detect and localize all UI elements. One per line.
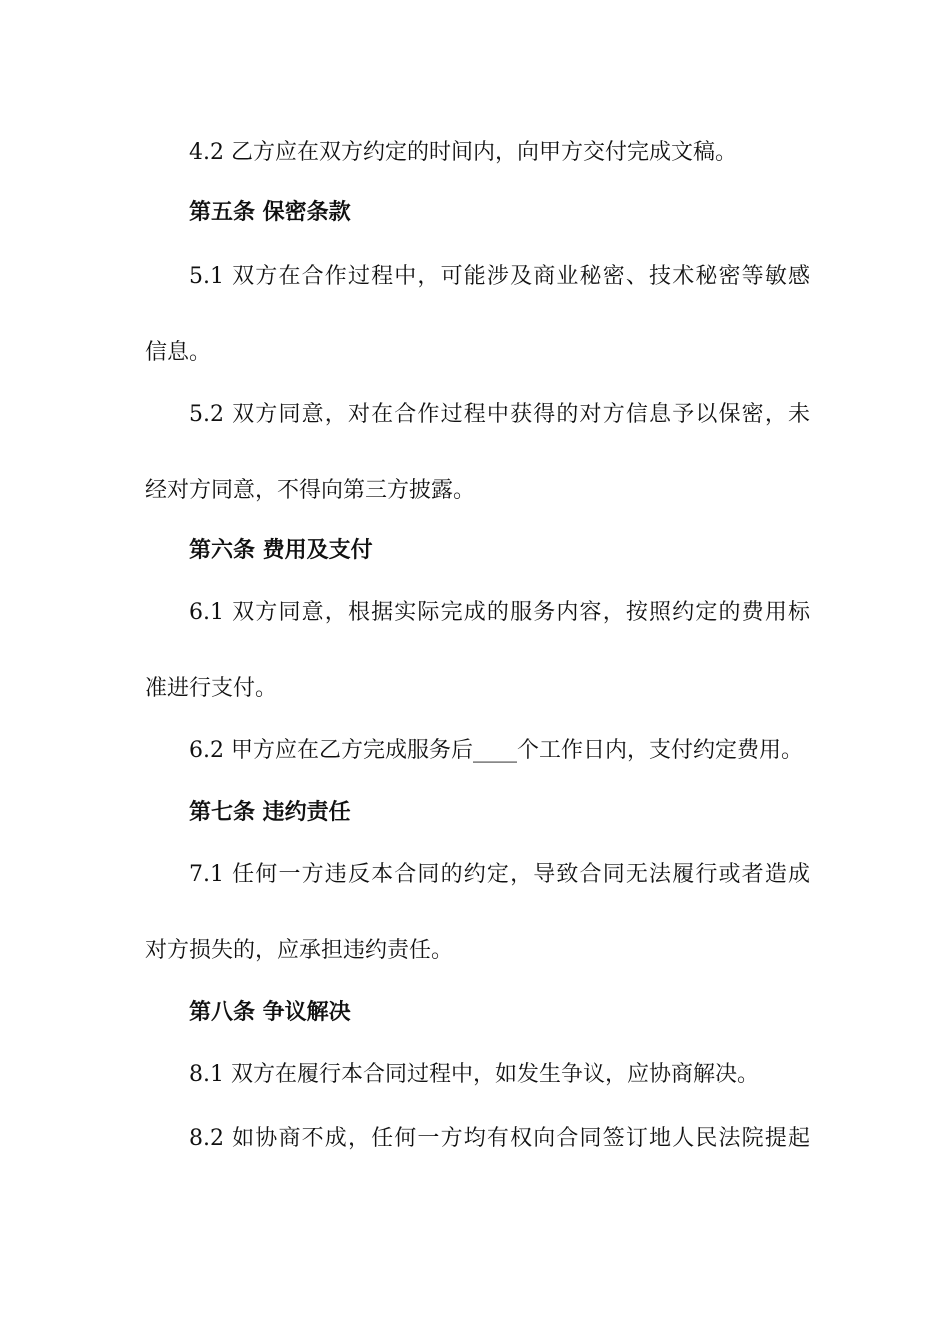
- clause-6-1-continued: 准进行支付。: [145, 676, 278, 701]
- article-5-heading: 第五条 保密条款: [189, 200, 351, 225]
- clause-5-2: 5.2 双方同意，对在合作过程中获得的对方信息予以保密，未: [189, 402, 810, 427]
- article-8-heading: 第八条 争议解决: [189, 1000, 351, 1025]
- clause-5-2-continued: 经对方同意，不得向第三方披露。: [145, 478, 476, 503]
- clause-6-2: 6.2 甲方应在乙方完成服务后____个工作日内，支付约定费用。: [189, 738, 803, 763]
- clause-5-1-continued: 信息。: [145, 340, 212, 365]
- article-7-heading: 第七条 违约责任: [189, 800, 351, 825]
- article-6-heading: 第六条 费用及支付: [189, 538, 373, 563]
- clause-8-1: 8.1 双方在履行本合同过程中，如发生争议，应协商解决。: [189, 1062, 759, 1087]
- clause-6-1: 6.1 双方同意，根据实际完成的服务内容，按照约定的费用标: [189, 600, 810, 625]
- clause-4-2: 4.2 乙方应在双方约定的时间内，向甲方交付完成文稿。: [189, 140, 737, 165]
- clause-7-1-continued: 对方损失的，应承担违约责任。: [145, 938, 454, 963]
- clause-5-1: 5.1 双方在合作过程中，可能涉及商业秘密、技术秘密等敏感: [189, 264, 810, 289]
- clause-8-2: 8.2 如协商不成，任何一方均有权向合同签订地人民法院提起: [189, 1126, 810, 1151]
- clause-7-1: 7.1 任何一方违反本合同的约定，导致合同无法履行或者造成: [189, 862, 810, 887]
